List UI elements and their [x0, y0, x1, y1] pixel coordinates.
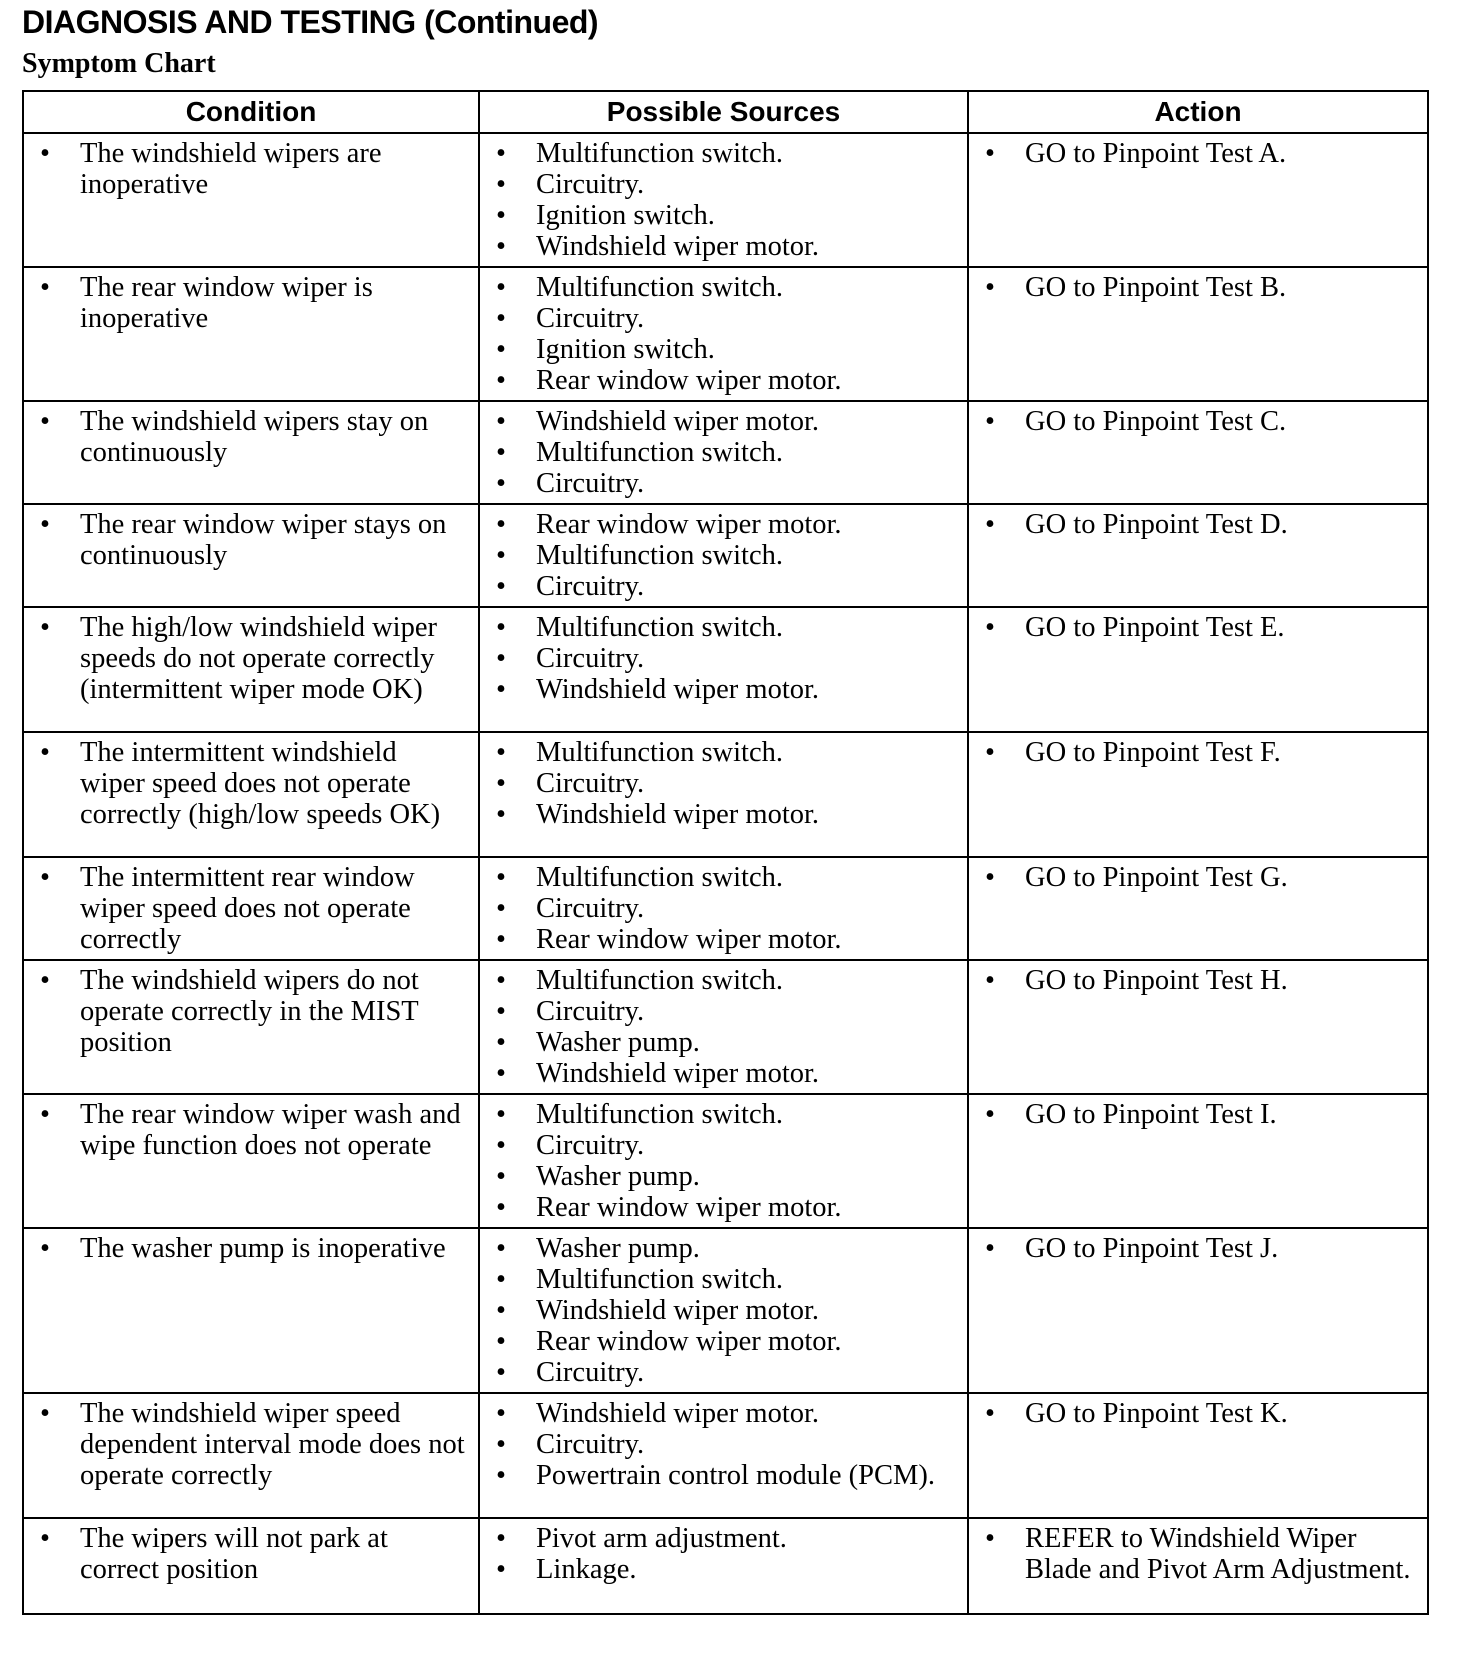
source-item: • Multifunction switch.: [480, 272, 957, 303]
source-item: • Washer pump.: [480, 1161, 957, 1192]
table-header-row: [23, 91, 1428, 133]
possible-sources-cell: [479, 1228, 968, 1393]
condition-text: • The wipers will not park at correct position: [24, 1523, 468, 1585]
source-item: • Circuitry.: [480, 893, 957, 924]
action-cell: [968, 732, 1428, 857]
condition-text: • The rear window wiper stays on continuously: [24, 509, 468, 571]
condition-text: • The windshield wipers are inoperative: [24, 138, 468, 200]
action-text: • GO to Pinpoint Test C.: [969, 406, 1417, 437]
source-item: • Windshield wiper motor.: [480, 406, 957, 437]
source-item: • Rear window wiper motor.: [480, 924, 957, 955]
condition-cell: [23, 267, 479, 401]
source-item: • Circuitry.: [480, 1429, 957, 1460]
possible-sources-cell: [479, 857, 968, 960]
source-item: • Rear window wiper motor.: [480, 365, 957, 396]
table-row: [23, 1518, 1428, 1614]
source-item: • Linkage.: [480, 1554, 957, 1585]
condition-cell: [23, 607, 479, 732]
action-text: • GO to Pinpoint Test E.: [969, 612, 1417, 643]
action-text: • GO to Pinpoint Test K.: [969, 1398, 1417, 1429]
condition-cell: [23, 1094, 479, 1228]
condition-cell: [23, 504, 479, 607]
source-item: • Circuitry.: [480, 1357, 957, 1388]
source-item: • Windshield wiper motor.: [480, 1398, 957, 1429]
action-cell: [968, 267, 1428, 401]
action-text: • GO to Pinpoint Test A.: [969, 138, 1417, 169]
source-item: • Multifunction switch.: [480, 965, 957, 996]
action-text: • GO to Pinpoint Test G.: [969, 862, 1417, 893]
table-row: [23, 401, 1428, 504]
table-row: [23, 857, 1428, 960]
header-action: Action: [968, 91, 1428, 133]
possible-sources-cell: [479, 1094, 968, 1228]
table-row: [23, 504, 1428, 607]
possible-sources-cell: [479, 1518, 968, 1614]
source-item: • Multifunction switch.: [480, 1099, 957, 1130]
action-text: • GO to Pinpoint Test I.: [969, 1099, 1417, 1130]
condition-cell: [23, 133, 479, 267]
action-cell: [968, 1393, 1428, 1518]
possible-sources-cell: [479, 504, 968, 607]
source-item: • Multifunction switch.: [480, 1264, 957, 1295]
condition-cell: [23, 960, 479, 1094]
source-item: • Washer pump.: [480, 1233, 957, 1264]
condition-text: • The rear window wiper wash and wipe function does not operate: [24, 1099, 468, 1161]
possible-sources-cell: [479, 401, 968, 504]
possible-sources-cell: [479, 607, 968, 732]
source-item: • Windshield wiper motor.: [480, 1058, 957, 1089]
condition-text: • The rear window wiper is inoperative: [24, 272, 468, 334]
source-item: • Multifunction switch.: [480, 862, 957, 893]
action-cell: [968, 960, 1428, 1094]
action-text: • GO to Pinpoint Test F.: [969, 737, 1417, 768]
action-cell: [968, 401, 1428, 504]
condition-cell: [23, 1228, 479, 1393]
action-cell: [968, 504, 1428, 607]
condition-text: • The intermittent rear window wiper speed does not operate correctly: [24, 862, 468, 955]
action-text: • GO to Pinpoint Test H.: [969, 965, 1417, 996]
table-row: [23, 960, 1428, 1094]
source-item: • Washer pump.: [480, 1027, 957, 1058]
condition-text: • The high/low windshield wiper speeds do not operate correctly (intermittent wiper mode OK): [24, 612, 468, 705]
source-item: • Multifunction switch.: [480, 138, 957, 169]
action-text: • GO to Pinpoint Test B.: [969, 272, 1417, 303]
source-item: • Circuitry.: [480, 1130, 957, 1161]
symptom-chart-table: [22, 90, 1429, 1615]
source-item: • Circuitry.: [480, 169, 957, 200]
source-item: • Multifunction switch.: [480, 612, 957, 643]
header-condition: Condition: [23, 91, 479, 133]
possible-sources-cell: [479, 960, 968, 1094]
source-item: • Ignition switch.: [480, 200, 957, 231]
source-item: • Windshield wiper motor.: [480, 674, 957, 705]
condition-cell: [23, 857, 479, 960]
source-item: • Windshield wiper motor.: [480, 231, 957, 262]
condition-cell: [23, 1518, 479, 1614]
condition-text: • The washer pump is inoperative: [24, 1233, 468, 1264]
source-item: • Multifunction switch.: [480, 437, 957, 468]
action-text: • REFER to Windshield Wiper Blade and Pivot Arm Adjustment.: [969, 1523, 1417, 1585]
source-item: • Powertrain control module (PCM).: [480, 1460, 957, 1491]
source-item: • Rear window wiper motor.: [480, 509, 957, 540]
source-item: • Multifunction switch.: [480, 737, 957, 768]
possible-sources-cell: [479, 267, 968, 401]
header-possible-sources: Possible Sources: [479, 91, 968, 133]
source-item: • Circuitry.: [480, 468, 957, 499]
condition-cell: [23, 1393, 479, 1518]
table-row: [23, 732, 1428, 857]
source-item: • Rear window wiper motor.: [480, 1326, 957, 1357]
action-cell: [968, 133, 1428, 267]
source-item: • Ignition switch.: [480, 334, 957, 365]
source-item: • Circuitry.: [480, 768, 957, 799]
table-row: [23, 133, 1428, 267]
action-cell: [968, 1094, 1428, 1228]
action-text: • GO to Pinpoint Test D.: [969, 509, 1417, 540]
condition-text: • The windshield wipers do not operate correctly in the MIST position: [24, 965, 468, 1058]
table-row: [23, 607, 1428, 732]
table-row: [23, 1228, 1428, 1393]
table-row: [23, 1393, 1428, 1518]
action-cell: [968, 1228, 1428, 1393]
source-item: • Rear window wiper motor.: [480, 1192, 957, 1223]
action-text: • GO to Pinpoint Test J.: [969, 1233, 1417, 1264]
possible-sources-cell: [479, 1393, 968, 1518]
possible-sources-cell: [479, 732, 968, 857]
action-cell: [968, 1518, 1428, 1614]
condition-text: • The intermittent windshield wiper speed does not operate correctly (high/low speeds OK): [24, 737, 468, 830]
source-item: • Pivot arm adjustment.: [480, 1523, 957, 1554]
condition-text: • The windshield wiper speed dependent interval mode does not operate correctly: [24, 1398, 468, 1491]
condition-cell: [23, 732, 479, 857]
source-item: • Windshield wiper motor.: [480, 1295, 957, 1326]
possible-sources-cell: [479, 133, 968, 267]
table-row: [23, 1094, 1428, 1228]
condition-cell: [23, 401, 479, 504]
page-title: DIAGNOSIS AND TESTING (Continued): [22, 4, 599, 40]
table-row: [23, 267, 1428, 401]
chart-title: Symptom Chart: [22, 48, 216, 79]
source-item: • Windshield wiper motor.: [480, 799, 957, 830]
condition-text: • The windshield wipers stay on continuously: [24, 406, 468, 468]
source-item: • Circuitry.: [480, 996, 957, 1027]
source-item: • Multifunction switch.: [480, 540, 957, 571]
action-cell: [968, 857, 1428, 960]
source-item: • Circuitry.: [480, 571, 957, 602]
action-cell: [968, 607, 1428, 732]
source-item: • Circuitry.: [480, 303, 957, 334]
source-item: • Circuitry.: [480, 643, 957, 674]
